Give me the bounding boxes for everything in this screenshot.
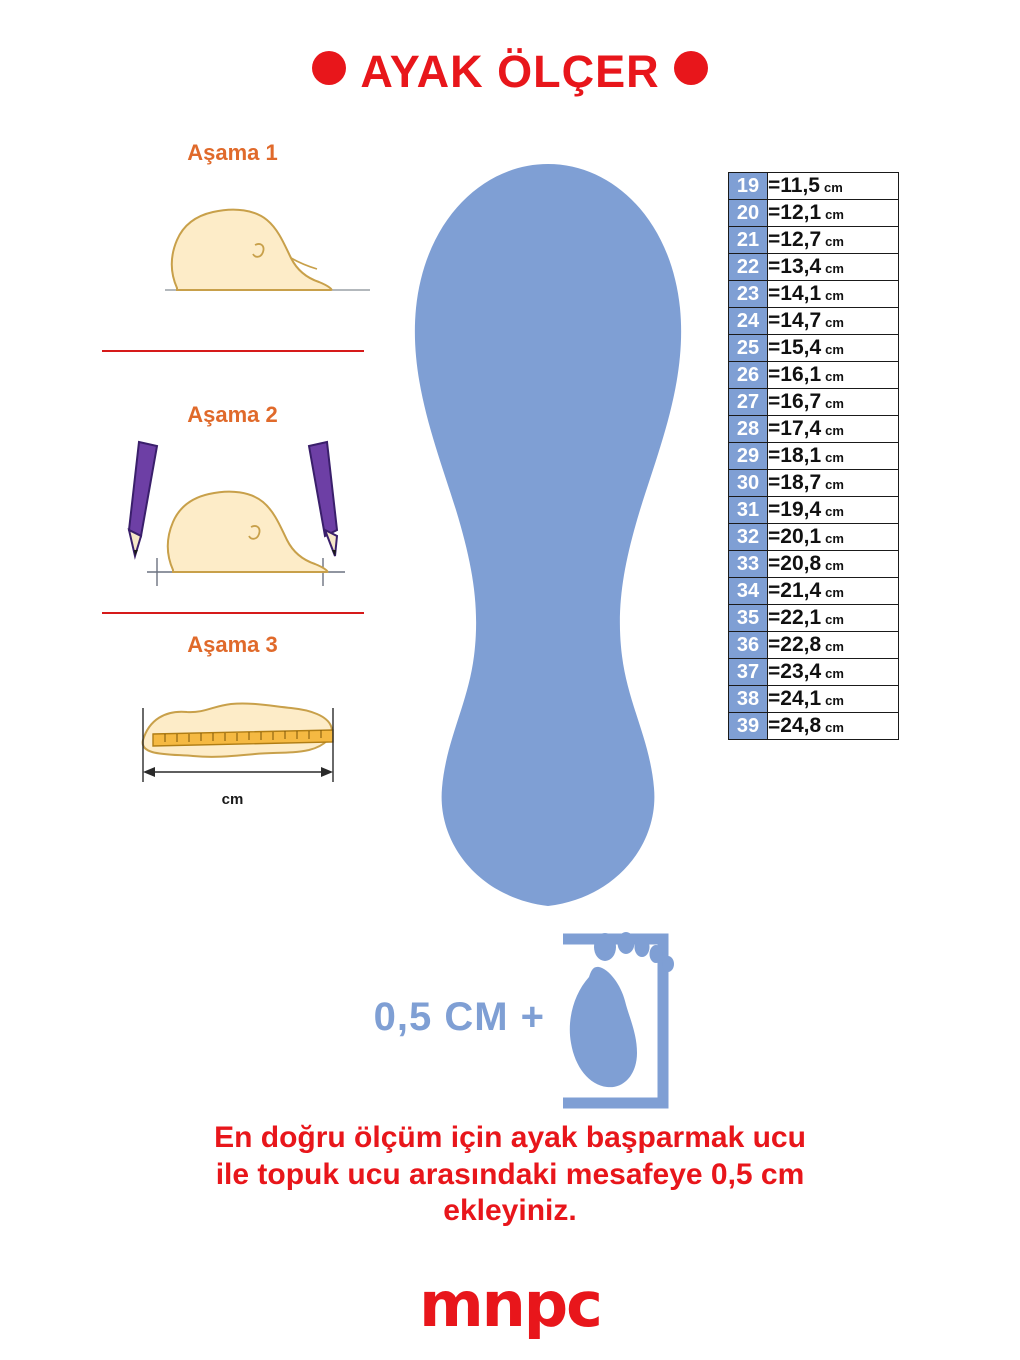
length-unit: cm [825,585,844,600]
size-cell: 23 [729,281,768,308]
size-cell: 35 [729,605,768,632]
length-value: =20,1 [768,525,822,548]
length-cell [768,713,899,740]
size-cell: 31 [729,497,768,524]
length-cell [768,335,899,362]
shoe-sole-silhouette [388,158,708,918]
brand-logo [0,1268,1020,1341]
size-cell: 39 [729,713,768,740]
length-value: =14,7 [768,309,822,332]
red-dot-icon [312,51,346,85]
table-row [729,713,899,740]
length-unit: cm [825,477,844,492]
brand-logo-text: mnpc [419,1268,601,1341]
table-row [729,416,899,443]
table-row [729,227,899,254]
page-title [0,46,1020,98]
length-cell [768,281,899,308]
length-value: =14,1 [768,282,822,305]
instruction-note [60,1120,960,1230]
length-cell [768,605,899,632]
length-cell [768,551,899,578]
footprint-icon [545,925,695,1125]
stage-divider [102,350,364,352]
length-value: =21,4 [768,579,822,602]
length-unit: cm [825,423,844,438]
length-unit: cm [825,342,844,357]
size-cell: 26 [729,362,768,389]
table-row [729,497,899,524]
stage-1 [95,140,370,352]
length-value: =19,4 [768,498,822,521]
size-cell: 33 [729,551,768,578]
stage-3-caption: cm [221,791,244,808]
length-cell [768,389,899,416]
length-value: =12,7 [768,228,822,251]
page-title-text: AYAK ÖLÇER [360,46,660,97]
stage-1-label: Aşama 1 [187,140,278,165]
table-row [729,200,899,227]
size-cell: 32 [729,524,768,551]
length-value: =22,1 [768,606,822,629]
length-unit: cm [823,180,843,195]
size-cell: 38 [729,686,768,713]
addition-label: 0,5 CM + [373,995,545,1039]
length-unit: cm [825,288,844,303]
length-cell [768,443,899,470]
table-row [729,524,899,551]
length-cell [768,308,899,335]
length-cell [768,173,899,200]
length-unit: cm [825,315,844,330]
stage-3-label: Aşama 3 [187,632,278,657]
table-row [729,173,899,200]
size-cell: 21 [729,227,768,254]
table-row [729,659,899,686]
size-cell: 37 [729,659,768,686]
stage-divider [102,612,364,614]
table-row [729,308,899,335]
table-row [729,632,899,659]
length-unit: cm [825,612,844,627]
length-unit: cm [825,396,844,411]
length-value: =24,8 [768,714,822,737]
length-value: =16,1 [768,363,822,386]
table-row [729,335,899,362]
table-row [729,254,899,281]
length-cell [768,497,899,524]
stages-column [95,140,370,807]
length-cell [768,200,899,227]
table-row [729,578,899,605]
size-conversion-table [728,172,899,740]
size-cell: 24 [729,308,768,335]
length-cell [768,686,899,713]
length-value: =24,1 [768,687,822,710]
length-unit: cm [825,531,844,546]
table-row [729,362,899,389]
red-dot-icon [674,51,708,85]
length-value: =18,7 [768,471,822,494]
length-cell [768,632,899,659]
length-unit: cm [825,558,844,573]
size-cell: 30 [729,470,768,497]
length-cell [768,416,899,443]
foot-side-view-icon [95,170,370,340]
length-value: =22,8 [768,633,822,656]
foot-with-two-pencils-icon [95,432,370,602]
table-row [729,281,899,308]
length-unit: cm [825,666,844,681]
length-unit: cm [825,639,844,654]
length-unit: cm [825,234,844,249]
length-value: =12,1 [768,201,822,224]
size-cell: 20 [729,200,768,227]
length-unit: cm [825,261,844,276]
length-unit: cm [825,450,844,465]
length-unit: cm [825,693,844,708]
length-cell [768,470,899,497]
length-cell [768,254,899,281]
length-unit: cm [825,504,844,519]
length-cell [768,227,899,254]
size-cell: 34 [729,578,768,605]
length-value: =17,4 [768,417,822,440]
note-line-1: En doğru ölçüm için ayak başparmak ucu [214,1121,806,1154]
stage-2-label: Aşama 2 [187,402,278,427]
stage-3 [95,632,370,807]
length-value: =16,7 [768,390,822,413]
note-line-3: ekleyiniz. [443,1194,577,1228]
length-value: =11,5 [768,174,820,197]
length-cell [768,362,899,389]
table-row [729,389,899,416]
length-cell [768,659,899,686]
size-table-body [729,173,899,740]
table-row [729,686,899,713]
size-cell: 22 [729,254,768,281]
length-value: =15,4 [768,336,822,359]
length-unit: cm [825,369,844,384]
size-cell: 19 [729,173,768,200]
length-value: =20,8 [768,552,822,575]
stage-2 [95,402,370,614]
size-cell: 29 [729,443,768,470]
table-row [729,470,899,497]
foot-outline-with-ruler-icon [95,662,370,807]
length-value: =18,1 [768,444,822,467]
size-cell: 28 [729,416,768,443]
length-cell [768,524,899,551]
length-value: =23,4 [768,660,822,683]
table-row [729,605,899,632]
length-value: =13,4 [768,255,822,278]
table-row [729,551,899,578]
size-cell: 25 [729,335,768,362]
note-line-2: ile topuk ucu arasındaki mesafeye 0,5 cm [215,1157,805,1191]
addition-row [330,915,700,1125]
size-cell: 36 [729,632,768,659]
length-cell [768,578,899,605]
length-unit: cm [825,207,844,222]
length-unit: cm [825,720,844,735]
table-row [729,443,899,470]
size-cell: 27 [729,389,768,416]
